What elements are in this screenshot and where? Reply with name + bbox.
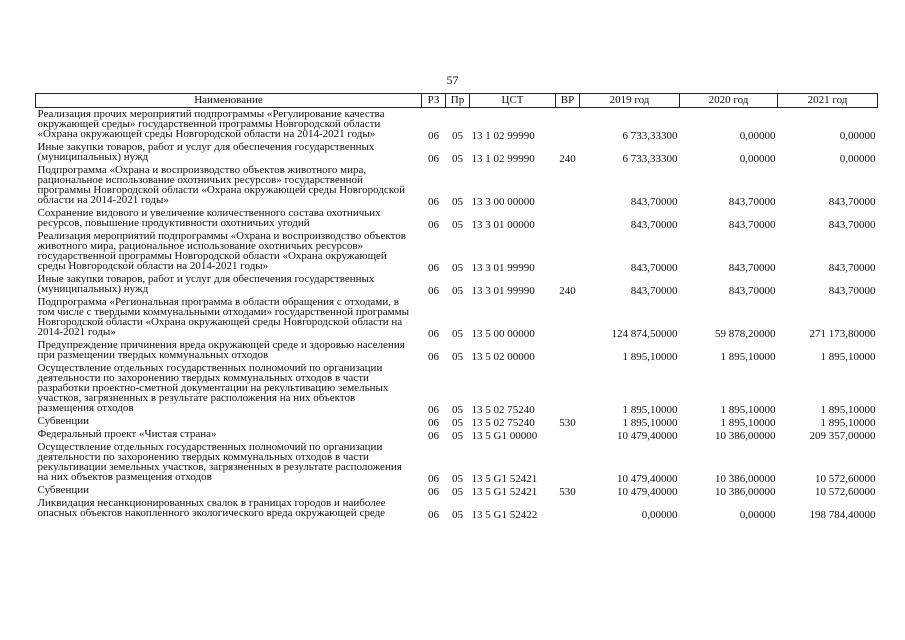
row-2021-cell: 10 572,60000 xyxy=(815,473,876,485)
row-vr-cell xyxy=(556,230,580,273)
row-cst-cell: 13 3 00 00000 xyxy=(471,196,535,208)
row-vr-cell: 240 xyxy=(559,153,576,165)
table-row xyxy=(36,441,878,484)
row-pr-cell: 05 xyxy=(452,196,463,208)
row-rz-cell: 06 xyxy=(428,262,439,274)
budget-table xyxy=(35,93,878,520)
row-2020-cell: 10 386,00000 xyxy=(715,486,776,498)
row-2019-cell: 6 733,33300 xyxy=(622,130,678,142)
row-vr-cell: 530 xyxy=(559,486,576,498)
row-name-cell: Подпрограмма «Региональная программа в области обращения с отходами, в том числе с твердыми коммунальными отходами» государственной программы Новгородской области «Охрана окружающей среды Новгородской области на 2014-2021 годы» xyxy=(37,296,409,338)
table-row xyxy=(36,164,878,207)
row-pr-cell: 05 xyxy=(452,417,463,429)
row-2020-cell: 843,70000 xyxy=(728,262,776,274)
row-2021-cell: 209 357,00000 xyxy=(809,430,876,442)
column-header-2019: 2019 год xyxy=(580,94,680,108)
row-rz-cell: 06 xyxy=(428,196,439,208)
row-pr-cell: 05 xyxy=(452,486,463,498)
row-2021-cell: 843,70000 xyxy=(828,196,876,208)
row-rz-cell: 06 xyxy=(428,404,439,416)
table-row xyxy=(36,362,878,415)
row-2019-cell: 6 733,33300 xyxy=(622,153,678,165)
row-2020-cell: 59 878,20000 xyxy=(715,328,776,340)
row-pr-cell: 05 xyxy=(452,430,463,442)
row-2020-cell: 0,00000 xyxy=(739,130,776,142)
row-cst-cell: 13 5 00 00000 xyxy=(471,328,535,340)
row-cst-cell: 13 1 02 99990 xyxy=(471,153,535,165)
row-2019-cell: 10 479,40000 xyxy=(617,430,678,442)
row-2020-cell: 10 386,00000 xyxy=(715,430,776,442)
row-2019-cell: 1 895,10000 xyxy=(622,417,678,429)
row-2020-cell: 1 895,10000 xyxy=(720,417,776,429)
row-2021-cell: 843,70000 xyxy=(828,219,876,231)
row-rz-cell: 06 xyxy=(428,153,439,165)
row-2019-cell: 10 479,40000 xyxy=(617,473,678,485)
row-name-cell: Реализация прочих мероприятий подпрограммы «Регулирование качества окружающей среды» государственной программы Новгородской области «Охрана окружающей среды Новгородской области на 2014-2021 годы» xyxy=(37,108,385,140)
table-row xyxy=(36,230,878,273)
row-pr-cell: 05 xyxy=(452,219,463,231)
row-2019-cell: 10 479,40000 xyxy=(617,486,678,498)
row-cst-cell: 13 3 01 99990 xyxy=(471,285,535,297)
row-rz-cell: 06 xyxy=(428,328,439,340)
row-2020-cell: 1 895,10000 xyxy=(720,351,776,363)
column-header-rz: РЗ xyxy=(422,94,446,108)
row-2021-cell: 1 895,10000 xyxy=(820,417,876,429)
table-header xyxy=(36,94,878,108)
row-cst-cell: 13 5 02 00000 xyxy=(471,351,535,363)
row-rz-cell: 06 xyxy=(428,285,439,297)
table-row xyxy=(36,339,878,362)
row-2019-cell: 1 895,10000 xyxy=(622,351,678,363)
row-rz-cell: 06 xyxy=(428,486,439,498)
row-vr-cell xyxy=(556,207,580,230)
row-name-cell: Субвенции xyxy=(37,484,90,496)
column-header-name: Наименование xyxy=(36,94,422,108)
table-row xyxy=(36,207,878,230)
column-header-cst: ЦСТ xyxy=(470,94,556,108)
row-rz-cell: 06 xyxy=(428,130,439,142)
row-2021-cell: 271 173,80000 xyxy=(809,328,876,340)
row-vr-cell xyxy=(556,441,580,484)
row-name-cell: Субвенции xyxy=(37,415,90,427)
row-cst-cell: 13 5 G1 52421 xyxy=(471,473,538,485)
row-2020-cell: 0,00000 xyxy=(739,153,776,165)
row-name-cell: Федеральный проект «Чистая страна» xyxy=(37,428,217,440)
row-rz-cell: 06 xyxy=(428,473,439,485)
row-vr-cell xyxy=(556,497,580,520)
row-vr-cell xyxy=(556,296,580,339)
table-row xyxy=(36,296,878,339)
row-cst-cell: 13 1 02 99990 xyxy=(471,130,535,142)
header-row xyxy=(36,94,878,108)
row-pr-cell: 05 xyxy=(452,404,463,416)
row-cst-cell: 13 5 02 75240 xyxy=(471,417,535,429)
row-2020-cell: 0,00000 xyxy=(739,509,776,521)
row-name-cell: Реализация мероприятий подпрограммы «Охрана и воспроизводство объектов животного мира, рациональное использование охотничьих ресурсов» государственной программы Новгородской области «Охрана окружающей среды Новгородской области на 2014-2021 годы» xyxy=(37,230,406,272)
row-2021-cell: 10 572,60000 xyxy=(815,486,876,498)
row-2019-cell: 843,70000 xyxy=(630,219,678,231)
column-header-2020: 2020 год xyxy=(680,94,778,108)
row-pr-cell: 05 xyxy=(452,473,463,485)
row-rz-cell: 06 xyxy=(428,351,439,363)
row-pr-cell: 05 xyxy=(452,285,463,297)
table-row xyxy=(36,108,878,142)
row-rz-cell: 06 xyxy=(428,509,439,521)
row-2020-cell: 843,70000 xyxy=(728,219,776,231)
table-row xyxy=(36,273,878,296)
row-name-cell: Ликвидация несанкционированных свалок в границах городов и наиболее опасных объектов накопленного экологического вреда окружающей среде xyxy=(37,497,386,519)
row-name-cell: Иные закупки товаров, работ и услуг для обеспечения государственных (муниципальных) нужд xyxy=(37,141,375,163)
row-pr-cell: 05 xyxy=(452,509,463,521)
row-2021-cell: 843,70000 xyxy=(828,262,876,274)
table-row xyxy=(36,484,878,497)
row-2021-cell: 0,00000 xyxy=(839,153,876,165)
row-vr-cell xyxy=(556,362,580,415)
row-vr-cell xyxy=(556,108,580,142)
row-pr-cell: 05 xyxy=(452,328,463,340)
row-2019-cell: 1 895,10000 xyxy=(622,404,678,416)
row-2019-cell: 843,70000 xyxy=(630,196,678,208)
row-name-cell: Иные закупки товаров, работ и услуг для обеспечения государственных (муниципальных) нужд xyxy=(37,273,375,295)
row-vr-cell: 530 xyxy=(559,417,576,429)
column-header-vr: ВР xyxy=(556,94,580,108)
row-2020-cell: 10 386,00000 xyxy=(715,473,776,485)
table-body xyxy=(36,108,878,521)
page-number: 57 xyxy=(446,73,459,87)
row-2021-cell: 843,70000 xyxy=(828,285,876,297)
row-name-cell: Предупреждение причинения вреда окружающей среде и здоровью населения при размещении твердых коммунальных отходов xyxy=(37,339,405,361)
row-cst-cell: 13 5 02 75240 xyxy=(471,404,535,416)
row-2020-cell: 1 895,10000 xyxy=(720,404,776,416)
column-header-2021: 2021 год xyxy=(778,94,878,108)
table-row xyxy=(36,428,878,441)
row-2021-cell: 0,00000 xyxy=(839,130,876,142)
row-2021-cell: 1 895,10000 xyxy=(820,404,876,416)
row-2020-cell: 843,70000 xyxy=(728,196,776,208)
column-header-pr: Пр xyxy=(446,94,470,108)
row-vr-cell xyxy=(556,428,580,441)
row-vr-cell xyxy=(556,164,580,207)
row-2019-cell: 843,70000 xyxy=(630,262,678,274)
row-vr-cell xyxy=(556,339,580,362)
table-row xyxy=(36,141,878,164)
row-pr-cell: 05 xyxy=(452,153,463,165)
row-rz-cell: 06 xyxy=(428,219,439,231)
row-cst-cell: 13 5 G1 52422 xyxy=(471,509,538,521)
row-name-cell: Осуществление отдельных государственных полномочий по организации деятельности по захоронению твердых коммунальных отходов в части рекультивации земельных участков, загрязненных в результате расположения на них объектов размещения отходов xyxy=(37,441,402,483)
row-2021-cell: 198 784,40000 xyxy=(809,509,876,521)
row-name-cell: Осуществление отдельных государственных полномочий по организации деятельности по захоронению твердых коммунальных отходов в части разработки проектно-сметной документации на рекультивацию земельных участков, загрязненных в результате расположения на них объектов размещения отходов xyxy=(37,362,389,414)
row-pr-cell: 05 xyxy=(452,351,463,363)
row-cst-cell: 13 3 01 00000 xyxy=(471,219,535,231)
row-cst-cell: 13 3 01 99990 xyxy=(471,262,535,274)
row-pr-cell: 05 xyxy=(452,130,463,142)
table-row xyxy=(36,497,878,520)
row-pr-cell: 05 xyxy=(452,262,463,274)
row-cst-cell: 13 5 G1 52421 xyxy=(471,486,538,498)
row-rz-cell: 06 xyxy=(428,430,439,442)
row-2021-cell: 1 895,10000 xyxy=(820,351,876,363)
row-2019-cell: 0,00000 xyxy=(641,509,678,521)
row-rz-cell: 06 xyxy=(428,417,439,429)
row-2019-cell: 124 874,50000 xyxy=(611,328,678,340)
row-name-cell: Подпрограмма «Охрана и воспроизводство объектов животного мира, рациональное использование охотничьих ресурсов» государственной программы Новгородской области «Охрана окружающей среды Новгородской области на 2014-2021 годы» xyxy=(37,164,405,206)
row-2020-cell: 843,70000 xyxy=(728,285,776,297)
row-vr-cell: 240 xyxy=(559,285,576,297)
row-name-cell: Сохранение видового и увеличение количественного состава охотничьих ресурсов, повышение продуктивности охотничьих угодий xyxy=(37,207,381,229)
table-row xyxy=(36,415,878,428)
row-cst-cell: 13 5 G1 00000 xyxy=(471,430,538,442)
row-2019-cell: 843,70000 xyxy=(630,285,678,297)
